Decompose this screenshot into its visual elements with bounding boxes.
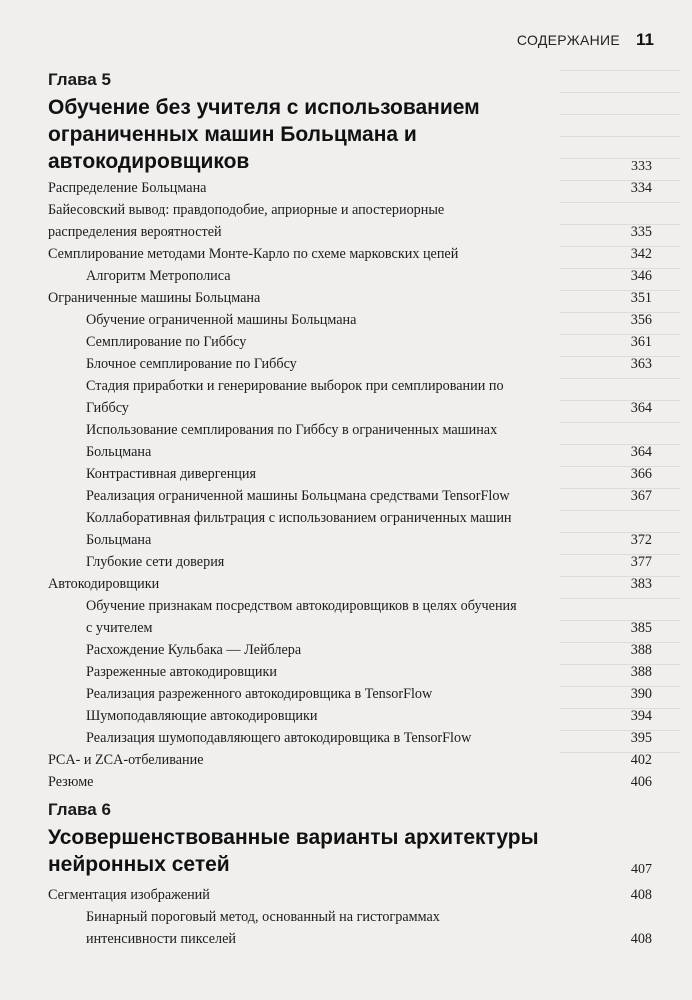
toc-entry-page: 394 <box>630 708 652 724</box>
toc-entry-page: 377 <box>630 554 652 570</box>
toc-entry-page: 388 <box>630 642 652 658</box>
toc-entry[interactable] <box>48 375 652 419</box>
toc-entry[interactable] <box>48 749 652 771</box>
toc-entry-title: PCA- и ZCA-отбеливание <box>48 752 204 768</box>
toc-entry[interactable] <box>48 705 652 727</box>
toc-entry-title: Реализация ограниченной машины Больцмана средствами TensorFlow <box>86 488 510 504</box>
toc-entry[interactable] <box>48 331 652 353</box>
chapter-entries <box>48 177 652 793</box>
toc-entry[interactable] <box>48 639 652 661</box>
toc-entry[interactable] <box>48 177 652 199</box>
toc-entry[interactable] <box>48 353 652 375</box>
toc-entry-title: Обучение признакам посредством автокодировщиков в целях обучения с учителем <box>86 598 517 636</box>
toc-entry-title: Семплирование по Гиббсу <box>86 334 247 350</box>
toc-entry-page: 395 <box>630 730 652 746</box>
toc-entry-title: Байесовский вывод: правдоподобие, априорные и апостериорные распределения вероятностей <box>48 202 445 240</box>
chapter-title: Усовершенствованные варианты архитектуры нейронных сетей <box>48 826 539 876</box>
toc-entry-title: Использование семплирования по Гиббсу в ограниченных машинах Больцмана <box>86 422 498 460</box>
toc-entry-page: 408 <box>630 931 652 947</box>
toc-entry-page: 361 <box>630 334 652 350</box>
toc-entry[interactable] <box>48 309 652 331</box>
toc-entry[interactable] <box>48 243 652 265</box>
toc-entry-title: Ограниченные машины Больцмана <box>48 290 261 306</box>
chapter-label: Глава 6 <box>48 800 111 819</box>
toc-entry-title: Реализация шумоподавляющего автокодировщика в TensorFlow <box>86 730 472 746</box>
chapter-6 <box>48 800 652 950</box>
chapter-5 <box>48 70 652 793</box>
toc-entry[interactable] <box>48 683 652 705</box>
toc-entry-title: Реализация разреженного автокодировщика в TensorFlow <box>86 686 433 702</box>
toc-entry-title: Сегментация изображений <box>48 887 210 903</box>
toc-entry-page: 364 <box>630 444 652 460</box>
toc-entry-page: 367 <box>630 488 652 504</box>
toc-entry[interactable] <box>48 884 652 906</box>
toc-entry-title: Распределение Больцмана <box>48 180 207 196</box>
toc-entry[interactable] <box>48 199 652 243</box>
chapter-entries <box>48 884 652 950</box>
toc-entry-page: 390 <box>630 686 652 702</box>
toc-entry-title: Коллаборативная фильтрация с использованием ограниченных машин Больцмана <box>86 510 512 548</box>
toc-entry-page: 334 <box>630 180 652 196</box>
chapter-page: 407 <box>631 862 652 877</box>
toc-entry-page: 385 <box>630 620 652 636</box>
toc-entry[interactable] <box>48 551 652 573</box>
toc-entry-page: 408 <box>630 887 652 903</box>
running-header-title: СОДЕРЖАНИЕ <box>516 32 621 48</box>
toc-entry-page: 351 <box>630 290 652 306</box>
toc-entry-page: 402 <box>630 752 652 768</box>
toc-entry-title: Бинарный пороговый метод, основанный на гистограммах интенсивности пикселей <box>86 909 440 947</box>
toc-entry[interactable] <box>48 419 652 463</box>
page-number: 11 <box>636 30 654 49</box>
toc-entry-page: 346 <box>630 268 652 284</box>
chapter-title-row <box>48 94 652 175</box>
toc-entry-page: 363 <box>630 356 652 372</box>
toc-entry[interactable] <box>48 595 652 639</box>
toc-entry[interactable] <box>48 265 652 287</box>
toc-entry-title: Разреженные автокодировщики <box>86 664 277 680</box>
toc-entry-title: Блочное семплирование по Гиббсу <box>86 356 297 372</box>
toc-entry-title: Алгоритм Метрополиса <box>86 268 231 284</box>
toc-entry-title: Резюме <box>48 774 94 790</box>
toc-entry-title: Автокодировщики <box>48 576 160 592</box>
toc-entry[interactable] <box>48 906 652 950</box>
toc-entry-page: 366 <box>630 466 652 482</box>
toc-entry-title: Стадия приработки и генерирование выборок при семплировании по Гиббсу <box>86 378 504 416</box>
toc-entry-page: 383 <box>630 576 652 592</box>
toc-entry[interactable] <box>48 485 652 507</box>
toc-entry[interactable] <box>48 507 652 551</box>
chapter-label: Глава 5 <box>48 70 111 89</box>
toc-entry-page: 406 <box>630 774 652 790</box>
toc-entry-title: Глубокие сети доверия <box>86 554 225 570</box>
toc-entry-title: Семплирование методами Монте-Карло по схеме марковских цепей <box>48 246 459 262</box>
toc-entry-title: Расхождение Кульбака — Лейблера <box>86 642 302 658</box>
chapter-title: Обучение без учителя с использованием ограниченных машин Больцмана и автокодировщиков <box>48 96 480 173</box>
toc-entry-page: 372 <box>630 532 652 548</box>
toc-entry-title: Обучение ограниченной машины Больцмана <box>86 312 357 328</box>
running-header <box>517 30 654 50</box>
chapter-page: 333 <box>631 159 652 174</box>
toc-entry[interactable] <box>48 463 652 485</box>
chapter-title-row <box>48 824 652 878</box>
toc-entry[interactable] <box>48 771 652 793</box>
toc-entry[interactable] <box>48 727 652 749</box>
toc-entry-page: 342 <box>630 246 652 262</box>
toc-entry-page: 356 <box>630 312 652 328</box>
toc-entry-page: 335 <box>630 224 652 240</box>
toc-entry-page: 364 <box>630 400 652 416</box>
toc-entry[interactable] <box>48 287 652 309</box>
toc-entry[interactable] <box>48 661 652 683</box>
toc-entry-page: 388 <box>630 664 652 680</box>
toc-entry-title: Шумоподавляющие автокодировщики <box>86 708 318 724</box>
toc-entry[interactable] <box>48 573 652 595</box>
toc-entry-title: Контрастивная дивергенция <box>86 466 257 482</box>
